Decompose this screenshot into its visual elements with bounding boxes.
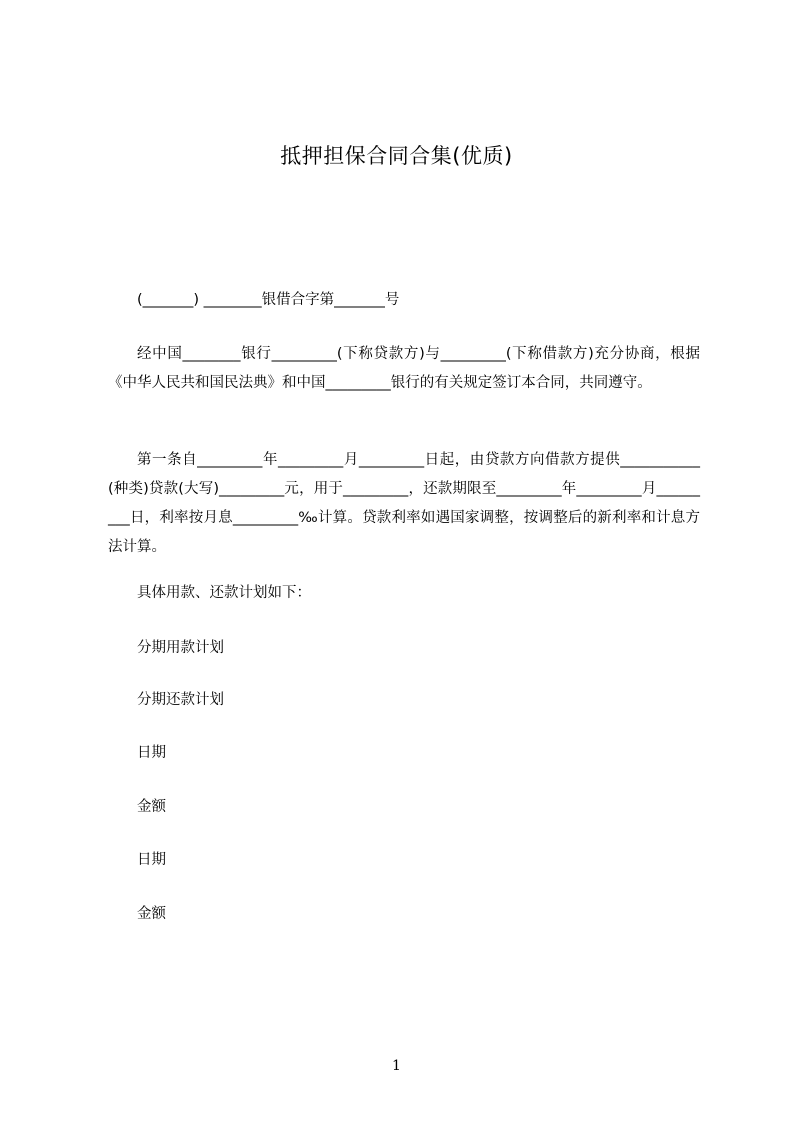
- plan-intro: 具体用款、还款计划如下：: [137, 585, 311, 601]
- list-item: 金额: [137, 799, 166, 815]
- preamble-paragraph: 经中国________银行_________(下称贷款方)与_________(下称借款方)充分协商，根据《中华人民共和国民法典》和中国_________银行的有关规定签订本合同，共同遵守。: [108, 346, 700, 391]
- list-item: 日期: [137, 852, 166, 868]
- list-item: 分期用款计划: [137, 640, 224, 656]
- article-one-paragraph: 第一条自_________年_________月_________日起，由贷款方向借款方提供___________(种类)贷款(大写)_________元，用于_________，还款期限至_________年_________月_________日，利率按月息_________‰计算。贷款利率如遇国家调整，按调整后的新利率和计息方法计算。: [108, 452, 700, 555]
- contract-number-line: (_______) ________银借合字第_______号: [137, 292, 400, 308]
- document-title: 抵押担保合同合集(优质): [280, 144, 513, 168]
- list-item: 金额: [137, 906, 166, 922]
- page-number: 1: [392, 1058, 401, 1074]
- list-item: 分期还款计划: [137, 692, 224, 708]
- list-item: 日期: [137, 745, 166, 761]
